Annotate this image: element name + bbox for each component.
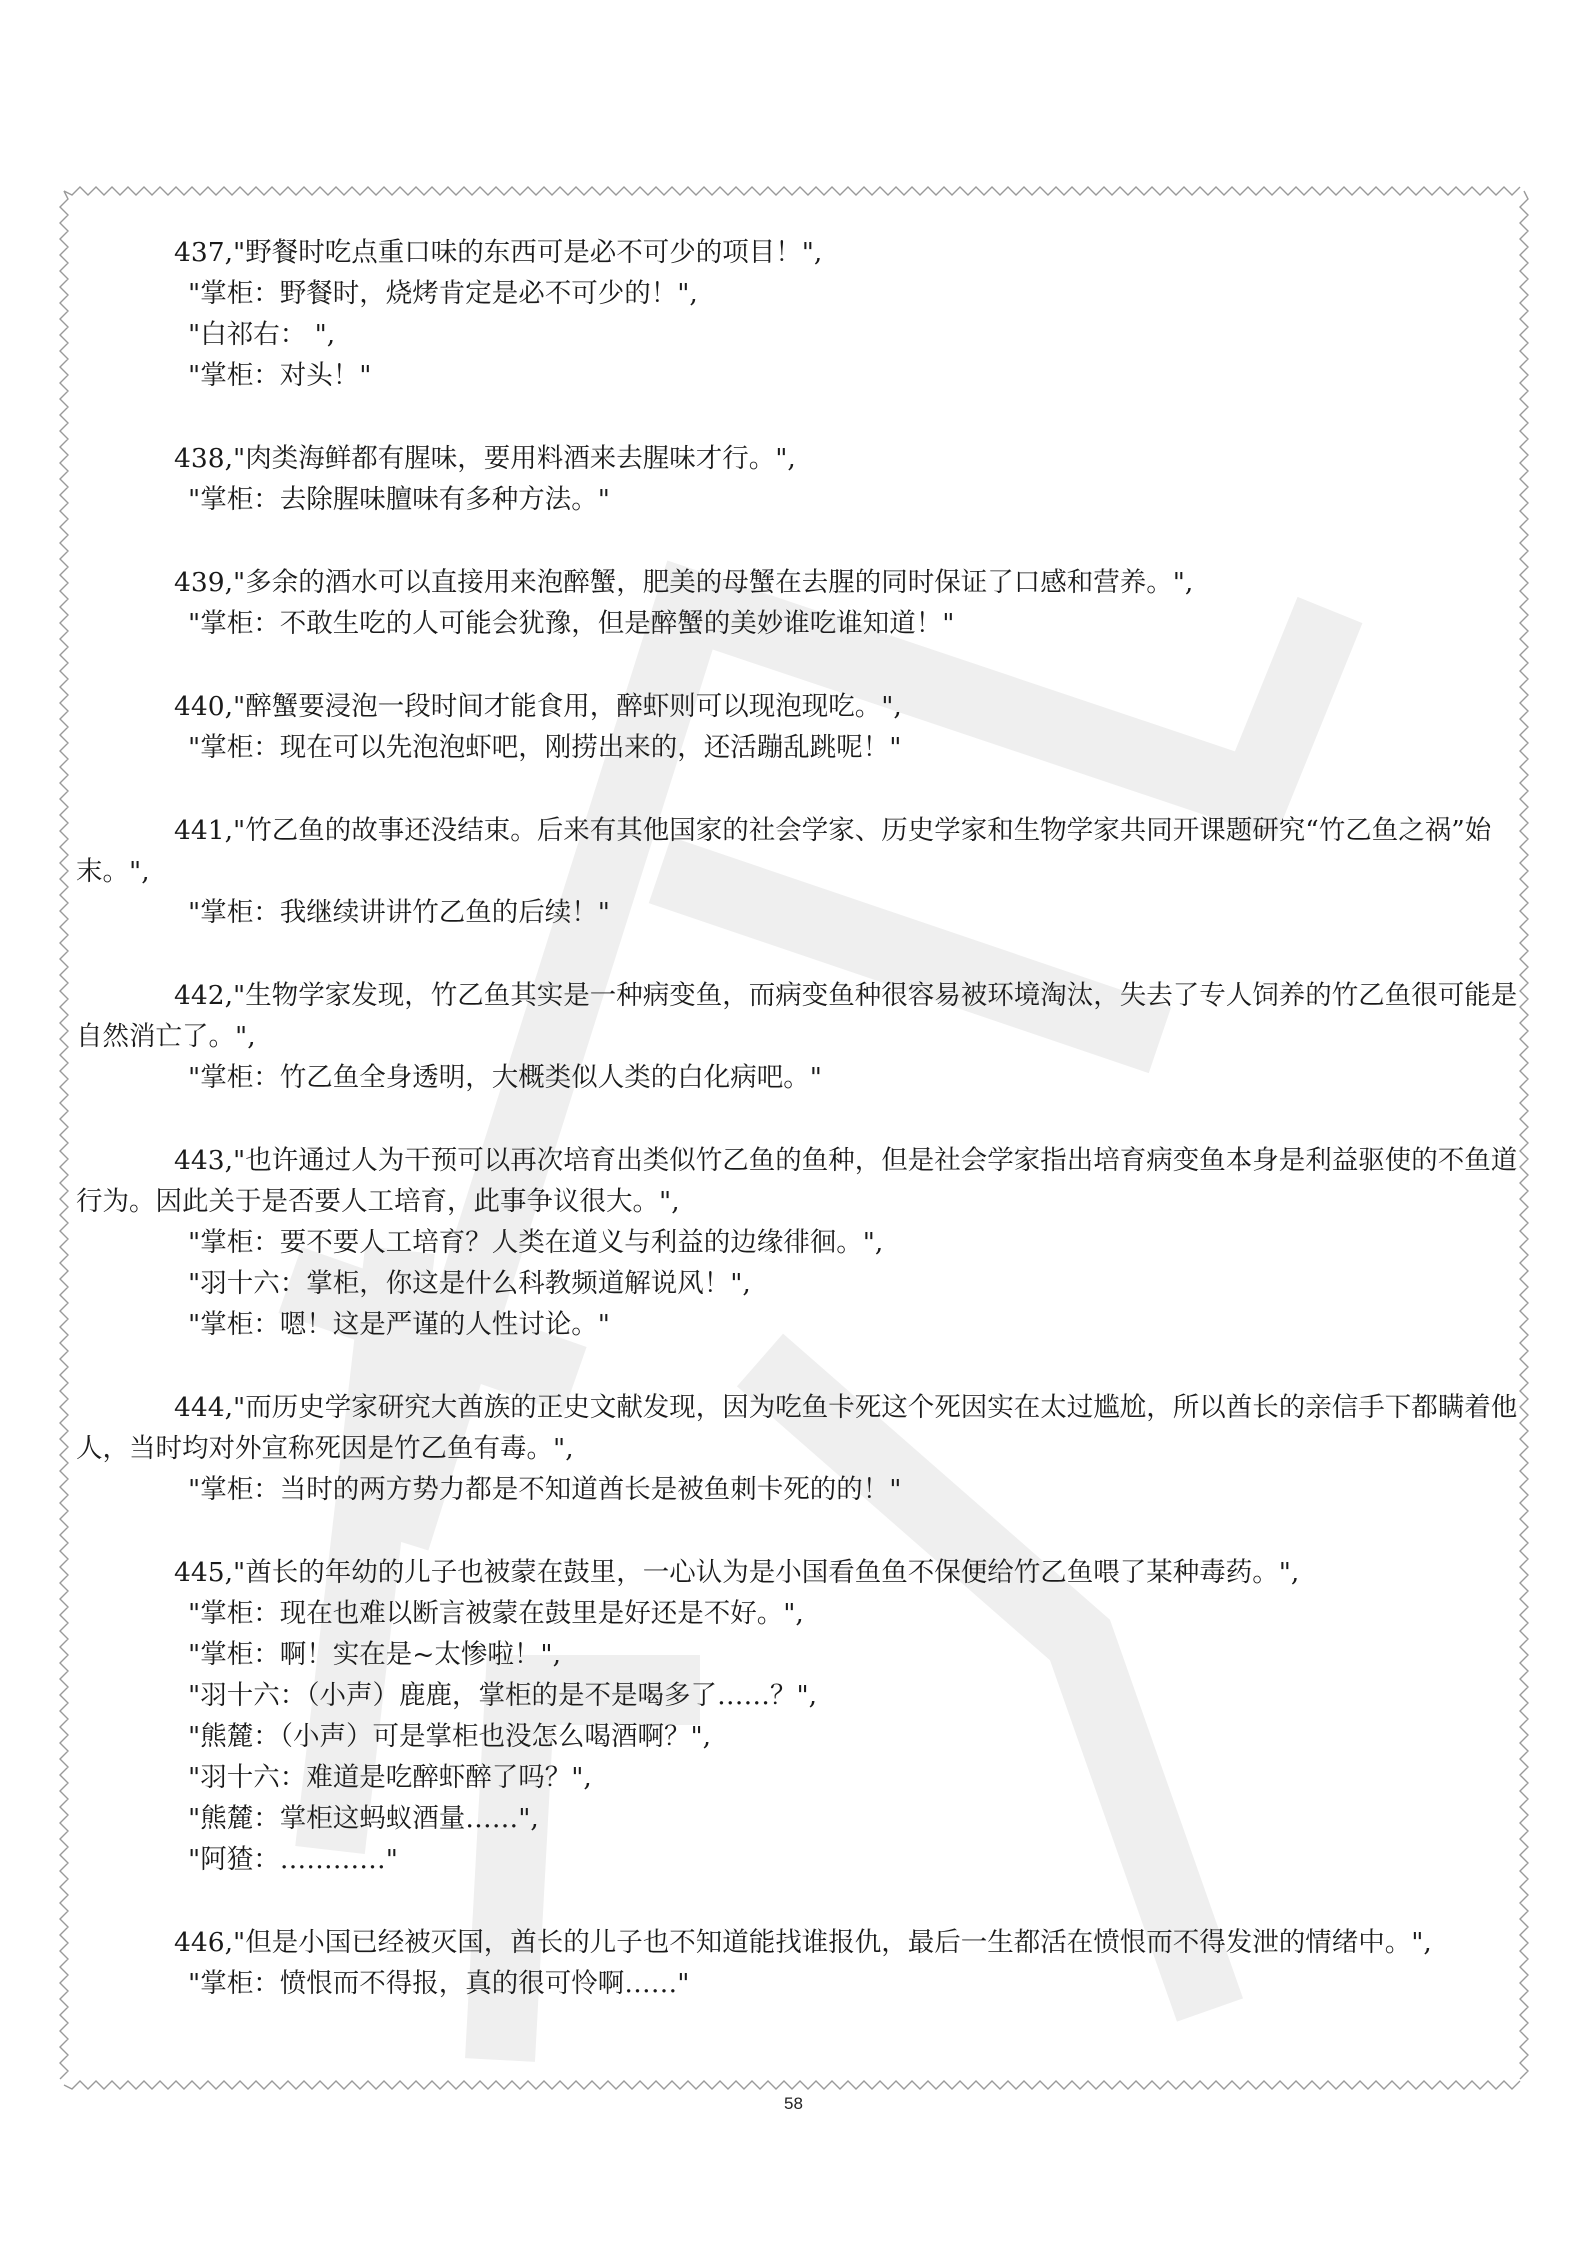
entry-reply-line: "熊麓：（小声）可是掌柜也没怎么喝酒啊？", (188, 1721, 712, 1752)
entry-reply-line: "阿猹：…………" (188, 1844, 398, 1875)
entry-reply-line: "掌柜：啊！实在是~太惨啦！", (188, 1639, 562, 1670)
entry-reply-line: "掌柜：嗯！这是严谨的人性讨论。" (188, 1309, 610, 1340)
entry-reply-line: "掌柜：竹乙鱼全身透明，大概类似人类的白化病吧。" (188, 1062, 822, 1093)
dialogue-entry (76, 1387, 1520, 1510)
entry-lead-text: 437,"野餐时吃点重口味的东西可是必不可少的项目！", (174, 237, 823, 268)
border-zigzag-line (1520, 191, 1528, 2079)
entry-reply-line: "掌柜：去除腥味膻味有多种方法。" (188, 484, 610, 515)
entry-reply-line: "掌柜：不敢生吃的人可能会犹豫，但是醉蟹的美妙谁吃谁知道！" (188, 608, 955, 639)
entry-reply-line: "熊麓：掌柜这蚂蚁酒量……", (188, 1803, 539, 1834)
entry-lead-text: 440,"醉蟹要浸泡一段时间才能食用，醉虾则可以现泡现吃。", (174, 691, 902, 722)
dialogue-entry (76, 975, 1520, 1098)
entry-reply-line: "羽十六：（小声）鹿鹿，掌柜的是不是喝多了……？", (188, 1680, 818, 1711)
entry-lead-text: 441,"竹乙鱼的故事还没结束。后来有其他国家的社会学家、历史学家和生物学家共同开课题研究“竹乙鱼之祸”始末。", (76, 815, 1492, 887)
entry-reply-line: "掌柜：现在也难以断言被蒙在鼓里是好还是不好。", (188, 1598, 804, 1629)
dialogue-entry (76, 1552, 1520, 1880)
entry-lead-text: 443,"也许通过人为干预可以再次培育出类似竹乙鱼的鱼种，但是社会学家指出培育病变鱼本身是利益驱使的不鱼道行为。因此关于是否要人工培育，此事争议很大。", (76, 1145, 1518, 1217)
border-zigzag-line (60, 191, 68, 2079)
dialogue-entry (76, 810, 1520, 933)
dialogue-entry (76, 1922, 1520, 2004)
entry-reply-line: "羽十六：难道是吃醉虾醉了吗？", (188, 1762, 592, 1793)
entry-lead-text: 445,"酋长的年幼的儿子也被蒙在鼓里，一心认为是小国看鱼鱼不保便给竹乙鱼喂了某种毒药。", (174, 1557, 1300, 1588)
entry-reply-line: "掌柜：对头！" (188, 360, 372, 391)
border-zigzag-line (64, 2081, 1520, 2089)
dialogue-entry (76, 1140, 1520, 1345)
entry-lead-text: 444,"而历史学家研究大酋族的正史文献发现，因为吃鱼卡死这个死因实在太过尴尬，所以酋长的亲信手下都瞒着他人，当时均对外宣称死因是竹乙鱼有毒。", (76, 1392, 1518, 1464)
entry-lead-text: 442,"生物学家发现，竹乙鱼其实是一种病变鱼，而病变鱼种很容易被环境淘汰，失去了专人饲养的竹乙鱼很可能是自然消亡了。", (76, 980, 1518, 1052)
entry-reply-line: "掌柜：野餐时，烧烤肯定是必不可少的！", (188, 278, 698, 309)
dialogue-entry (76, 438, 1520, 520)
page-number: 58 (784, 2094, 803, 2113)
entry-reply-line: "羽十六：掌柜，你这是什么科教频道解说风！", (188, 1268, 751, 1299)
document-body (76, 232, 1520, 2046)
entry-reply-line: "掌柜：我继续讲讲竹乙鱼的后续！" (188, 897, 610, 928)
dialogue-entry (76, 686, 1520, 768)
entry-lead-text: 438,"肉类海鲜都有腥味，要用料酒来去腥味才行。", (174, 443, 796, 474)
entry-lead-text: 446,"但是小国已经被灭国，酋长的儿子也不知道能找谁报仇，最后一生都活在愤恨而不得发泄的情绪中。", (174, 1927, 1432, 1958)
border-zigzag-line (64, 187, 1520, 195)
entry-reply-line: "掌柜：要不要人工培育？人类在道义与利益的边缘徘徊。", (188, 1227, 884, 1258)
entry-lead-text: 439,"多余的酒水可以直接用来泡醉蟹，肥美的母蟹在去腥的同时保证了口感和营养。", (174, 567, 1194, 598)
dialogue-entry (76, 232, 1520, 396)
entry-reply-line: "掌柜：愤恨而不得报，真的很可怜啊……" (188, 1968, 690, 1999)
entry-reply-line: "掌柜：现在可以先泡泡虾吧，刚捞出来的，还活蹦乱跳呢！" (188, 732, 902, 763)
entry-reply-line: "白祁右： ", (188, 319, 336, 350)
entry-reply-line: "掌柜：当时的两方势力都是不知道酋长是被鱼刺卡死的的！" (188, 1474, 902, 1505)
dialogue-entry (76, 562, 1520, 644)
